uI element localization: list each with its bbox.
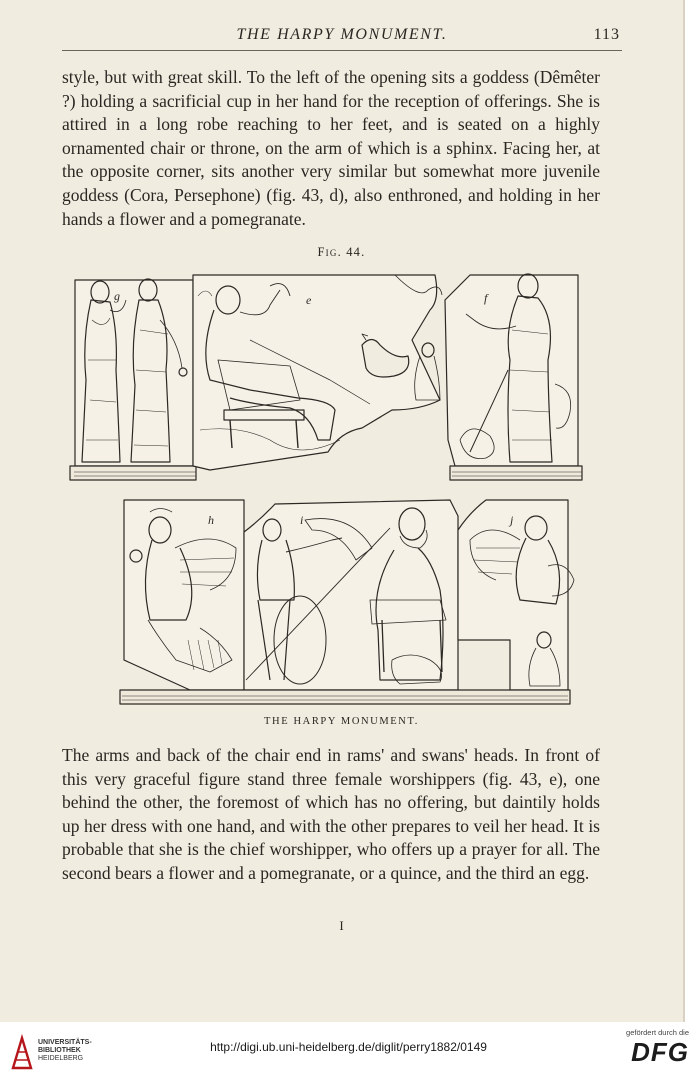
figure-caption: THE HARPY MONUMENT. [264,716,419,727]
panel-letter-i: i [300,513,304,527]
page-number: 113 [593,26,620,43]
viewer-footer [0,1022,697,1078]
panel-f [445,274,582,480]
dfg-logo[interactable] [609,1028,689,1074]
panel-i [244,500,458,690]
library-logo-line-2: BIBLIOTHEK [38,1047,81,1054]
panel-letter-j: j [510,513,514,527]
panel-letter-e: e [306,293,312,307]
signature-mark: I [339,918,344,933]
paragraph-1: style, but with great skill. To the left of the opening sits a goddess (Dêmêter ?) holding a sacrificial cup in her hand for the reception of offerings. She is attired in a long robe reaching to her feet, and is seated on a highly ornamented chair or throne, on the arm of which is a sphinx. Facing her, at the opposite corner, sits another very similar but somewhat more juvenile goddess (Cora, Persephone) (fig. 43, d), also enthroned, and holding in her hands a flower and a pomegranate. [62,67,600,229]
panel-e [193,275,442,470]
library-logo-line-3: HEIDELBERG [38,1055,84,1062]
running-title: THE HARPY MONUMENT. [236,26,448,43]
panel-letter-f: f [484,291,488,305]
library-logo-line-1: UNIVERSITÄTS- [38,1039,92,1046]
panel-j [458,500,574,690]
dfg-wordmark: DFG [631,1037,689,1067]
source-url-link[interactable]: http://digi.ub.uni-heidelberg.de/diglit/perry1882/0149 [210,1040,487,1054]
funder-tagline: gefördert durch die [626,1028,689,1037]
panel-h [124,500,244,690]
panel-letter-h: h [208,513,214,527]
paragraph-2: The arms and back of the chair end in rams' and swans' heads. In front of this very graceful figure stand three female worshippers (fig. 43, e), one behind the other, the foremost of which has no offering, but daintily holds up her dress with one hand, and with the other prepares to veil her head. It is probable that she is the chief worshipper, who offers up a prayer for all. The second bears a flower and a pomegranate, or a quince, and the third an egg. [62,745,600,883]
panel-g [70,279,196,480]
panel-letter-g: g [114,289,120,303]
figure-label: Fig. 44. [317,245,366,259]
